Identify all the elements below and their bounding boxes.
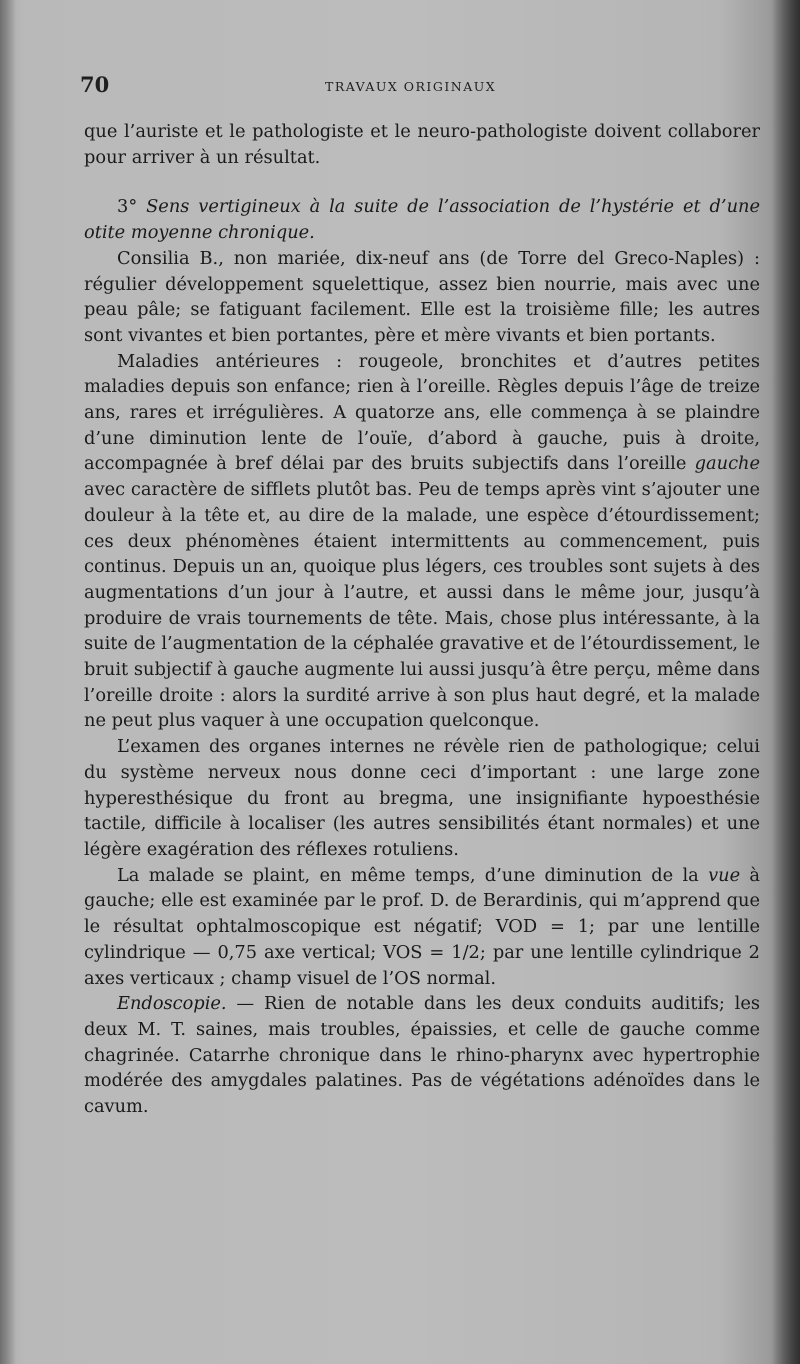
page-edge-shadow-left <box>0 0 16 1364</box>
body-text <box>84 119 760 1120</box>
paragraph-text: Maladies antérieures : rougeole, bronchites et d’autres petites maladies depuis son enfance; rien à l’oreille. Règles depuis l’âge de treize ans, rares et irrégulières. A quatorze ans, elle commença à se plaindre d’une diminution lente de l’ouïe, d’abord à gauche, puis à droite, accompagnée à bref délai par des bruits subjectifs dans l’oreille <box>84 350 760 475</box>
paragraph-lead: Endoscopie. <box>117 993 227 1015</box>
section-number: 3° <box>117 196 138 218</box>
paragraph-text: — Rien de notable dans les deux conduits auditifs; les deux M. T. saines, mais troubles, épaissies, et celle de gauche comme chagrinée. Catarrhe chronique dans le rhino-pharynx avec hypertrophie modérée des amygdales palatines. Pas de végétations adénoïdes dans le cavum. <box>84 993 761 1118</box>
paragraph-text: L’examen des organes internes ne révèle rien de pathologique; celui du système nerveux nous donne ceci d’important : une large zone hyperesthésique du front au bregma, une insignifiante hypoesthésie tactile, difficile à localiser (les autres sensibilités étant normales) et une légère exagération des réflexes rotuliens. <box>84 736 760 860</box>
paragraph-history <box>84 349 760 735</box>
running-title: TRAVAUX ORIGINAUX <box>325 79 497 94</box>
paragraph-text: que l’auriste et le pathologiste et le neuro-pathologiste doivent collaborer pour arriver à un résultat. <box>84 121 760 168</box>
running-header <box>80 72 760 102</box>
paragraph-vision <box>84 863 760 992</box>
paragraph-patient <box>84 246 760 349</box>
paragraph-examination <box>84 734 760 863</box>
paragraph-endoscopy <box>84 991 760 1120</box>
paragraph-text: Consilia B., non mariée, dix-neuf ans (de Torre del Greco-Naples) : régulier développement squelettique, assez bien nourrie, mais avec une peau pâle; se fatiguant facilement. Elle est la troisième fille; les autres sont vivantes et bien portantes, père et mère vivants et bien portants. <box>84 247 760 346</box>
emphasis-word: vue <box>708 864 741 886</box>
paragraph-text: avec caractère de sifflets plutôt bas. Peu de temps après vint s’ajouter une douleur à la tête et, au dire de la malade, une espèce d’étourdissement; ces deux phénomènes étaient intermittents au commencement, puis continus. Depuis un an, quoique plus légers, ces troubles sont sujets à des augmentations d’un jour à l’autre, et aussi dans le même jour, jusqu’à produire de vrais tournements de tête. Mais, chose plus intéressante, à la suite de l’augmentation de la céphalée gravative et de l’étourdissement, le bruit subjectif à gauche augmente lui aussi jusqu’à être perçu, même dans l’oreille droite : alors la surdité arrive à son plus haut degré, et la malade ne peut plus vaquer à une occupation quelconque. <box>84 479 760 732</box>
emphasis-word: gauche <box>694 453 761 475</box>
paragraph-continuation <box>84 119 760 170</box>
section-heading-text: Sens vertigineux à la suite de l’association de l’hystérie et d’une otite moyenne chronique. <box>84 196 760 244</box>
paragraph-text: à gauche; elle est examinée par le prof. D. de Berardinis, qui m’apprend que le résultat ophtalmoscopique est négatif; VOD = 1; par une lentille cylindrique — 0,75 axe vertical; VOS = 1/2; par une lentille cylindrique 2 axes verticaux ; champ visuel de l’OS normal. <box>84 864 761 989</box>
page-edge-shadow-right <box>772 0 800 1364</box>
section-heading <box>84 194 760 245</box>
paragraph-text: La malade se plaint, en même temps, d’une diminution de la <box>117 864 699 886</box>
page-number: 70 <box>80 72 110 97</box>
